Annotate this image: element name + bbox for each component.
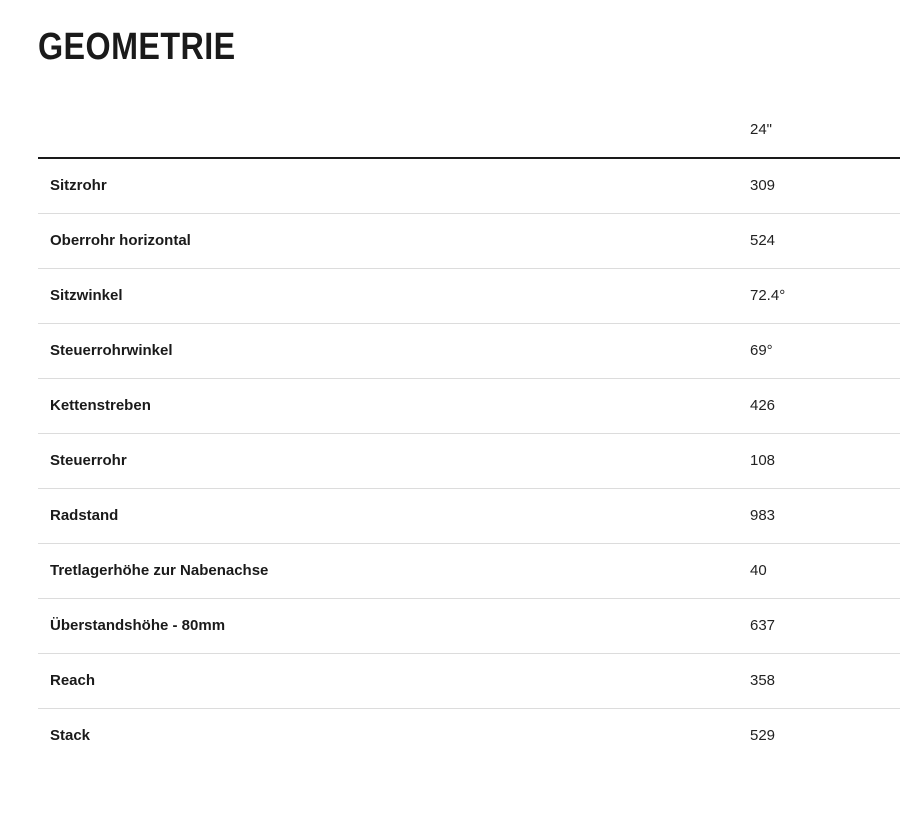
row-value: 983 xyxy=(750,488,900,543)
header-row xyxy=(38,102,900,158)
row-label: Oberrohr horizontal xyxy=(38,213,750,268)
table-row xyxy=(38,598,900,653)
row-value: 309 xyxy=(750,158,900,213)
geometry-table-header xyxy=(38,102,900,158)
row-label: Sitzrohr xyxy=(38,158,750,213)
table-row xyxy=(38,543,900,598)
row-label: Steuerrohrwinkel xyxy=(38,323,750,378)
row-label: Sitzwinkel xyxy=(38,268,750,323)
row-value: 524 xyxy=(750,213,900,268)
row-value: 637 xyxy=(750,598,900,653)
table-row xyxy=(38,213,900,268)
row-label: Stack xyxy=(50,727,91,745)
row-value: 358 xyxy=(750,653,900,708)
row-label: Reach xyxy=(38,653,750,708)
page-title xyxy=(38,28,900,66)
row-value: 529 xyxy=(750,727,776,745)
table-row xyxy=(38,433,900,488)
row-label: Überstandshöhe - 80mm xyxy=(38,598,750,653)
table-row xyxy=(38,708,900,763)
row-value: 72.4° xyxy=(750,268,900,323)
row-label: Kettenstreben xyxy=(38,378,750,433)
row-label: Tretlagerhöhe zur Nabenachse xyxy=(38,543,750,598)
row-value: 69° xyxy=(750,323,900,378)
table-row xyxy=(38,653,900,708)
table-row xyxy=(38,378,900,433)
header-spacer-cell xyxy=(38,102,750,158)
table-row xyxy=(38,268,900,323)
row-label: Steuerrohr xyxy=(38,433,750,488)
row-value: 40 xyxy=(750,543,900,598)
row-value: 108 xyxy=(750,433,900,488)
row-value: 426 xyxy=(750,378,900,433)
geometry-table xyxy=(38,102,900,763)
wheel-size-column-header: 24" xyxy=(750,102,900,158)
table-row xyxy=(38,488,900,543)
geometry-table-body xyxy=(38,158,900,763)
row-label: Radstand xyxy=(38,488,750,543)
table-row xyxy=(38,158,900,213)
page-title-text: GEOMETRIE xyxy=(38,26,236,68)
table-row xyxy=(38,323,900,378)
